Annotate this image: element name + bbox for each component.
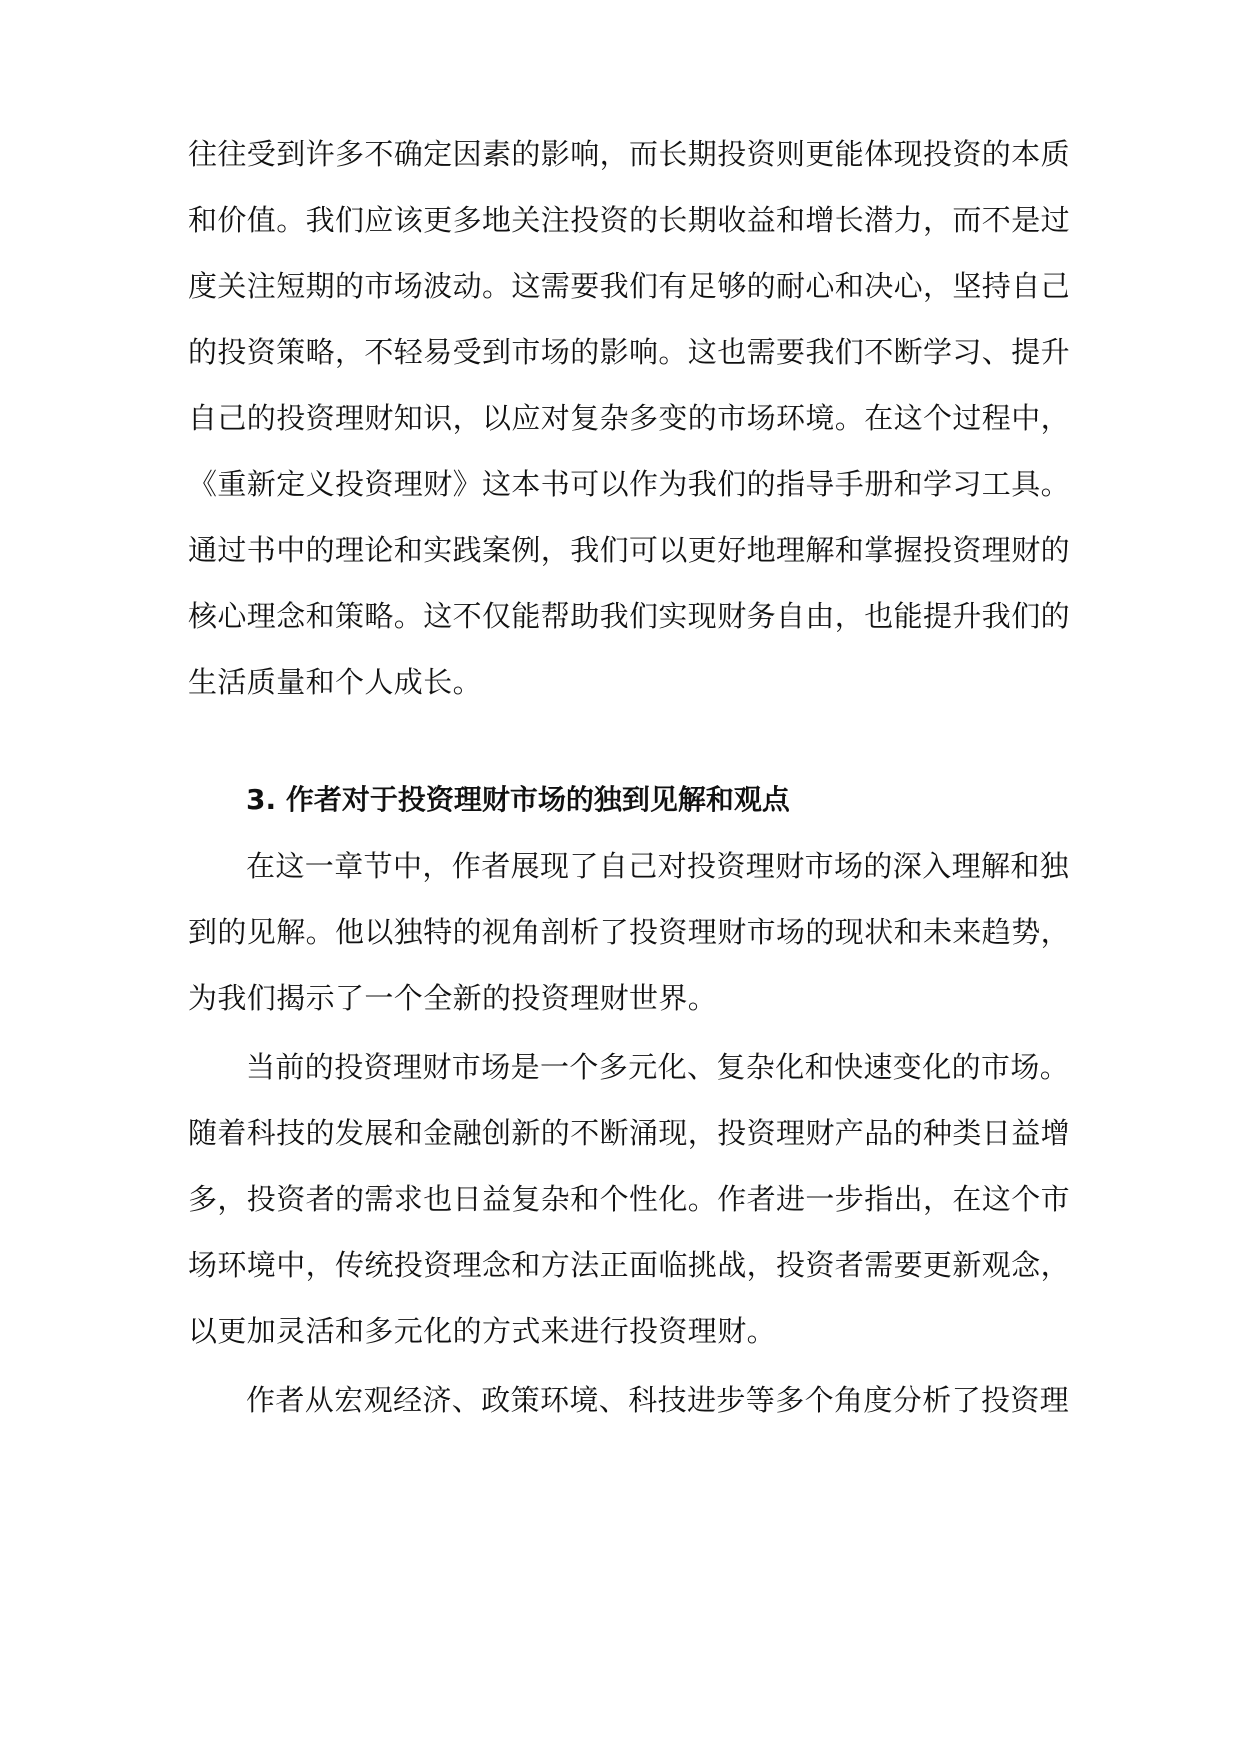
paragraph-line: 到的见解。他以独特的视角剖析了投资理财市场的现状和未来趋势， bbox=[188, 915, 1071, 949]
paragraph-line: 的投资策略，不轻易受到市场的影响。这也需要我们不断学习、提升 bbox=[188, 335, 1071, 369]
paragraph-line: 和价值。我们应该更多地关注投资的长期收益和增长潜力，而不是过 bbox=[188, 203, 1071, 237]
paragraph-line: 《重新定义投资理财》这本书可以作为我们的指导手册和学习工具。 bbox=[188, 467, 1071, 501]
paragraph-line: 通过书中的理论和实践案例，我们可以更好地理解和掌握投资理财的 bbox=[188, 533, 1071, 567]
paragraph-line: 随着科技的发展和金融创新的不断涌现，投资理财产品的种类日益增 bbox=[188, 1116, 1071, 1150]
paragraph-line: 多，投资者的需求也日益复杂和个性化。作者进一步指出，在这个市 bbox=[188, 1182, 1071, 1216]
paragraph-line: 以更加灵活和多元化的方式来进行投资理财。 bbox=[188, 1314, 777, 1348]
paragraph-line: 当前的投资理财市场是一个多元化、复杂化和快速变化的市场。 bbox=[246, 1050, 1070, 1084]
paragraph-line: 场环境中，传统投资理念和方法正面临挑战，投资者需要更新观念， bbox=[188, 1248, 1071, 1282]
paragraph-line: 为我们揭示了一个全新的投资理财世界。 bbox=[188, 981, 718, 1015]
paragraph-line: 在这一章节中，作者展现了自己对投资理财市场的深入理解和独 bbox=[246, 849, 1070, 883]
paragraph-line: 往往受到许多不确定因素的影响，而长期投资则更能体现投资的本质 bbox=[188, 137, 1071, 171]
paragraph-line: 核心理念和策略。这不仅能帮助我们实现财务自由，也能提升我们的 bbox=[188, 599, 1071, 633]
paragraph-line: 自己的投资理财知识，以应对复杂多变的市场环境。在这个过程中， bbox=[188, 401, 1071, 435]
section-heading: 3. 作者对于投资理财市场的独到见解和观点 bbox=[246, 783, 790, 816]
paragraph-line: 生活质量和个人成长。 bbox=[188, 665, 483, 699]
paragraph-line: 度关注短期的市场波动。这需要我们有足够的耐心和决心，坚持自己 bbox=[188, 269, 1071, 303]
paragraph-line: 作者从宏观经济、政策环境、科技进步等多个角度分析了投资理 bbox=[246, 1383, 1070, 1417]
